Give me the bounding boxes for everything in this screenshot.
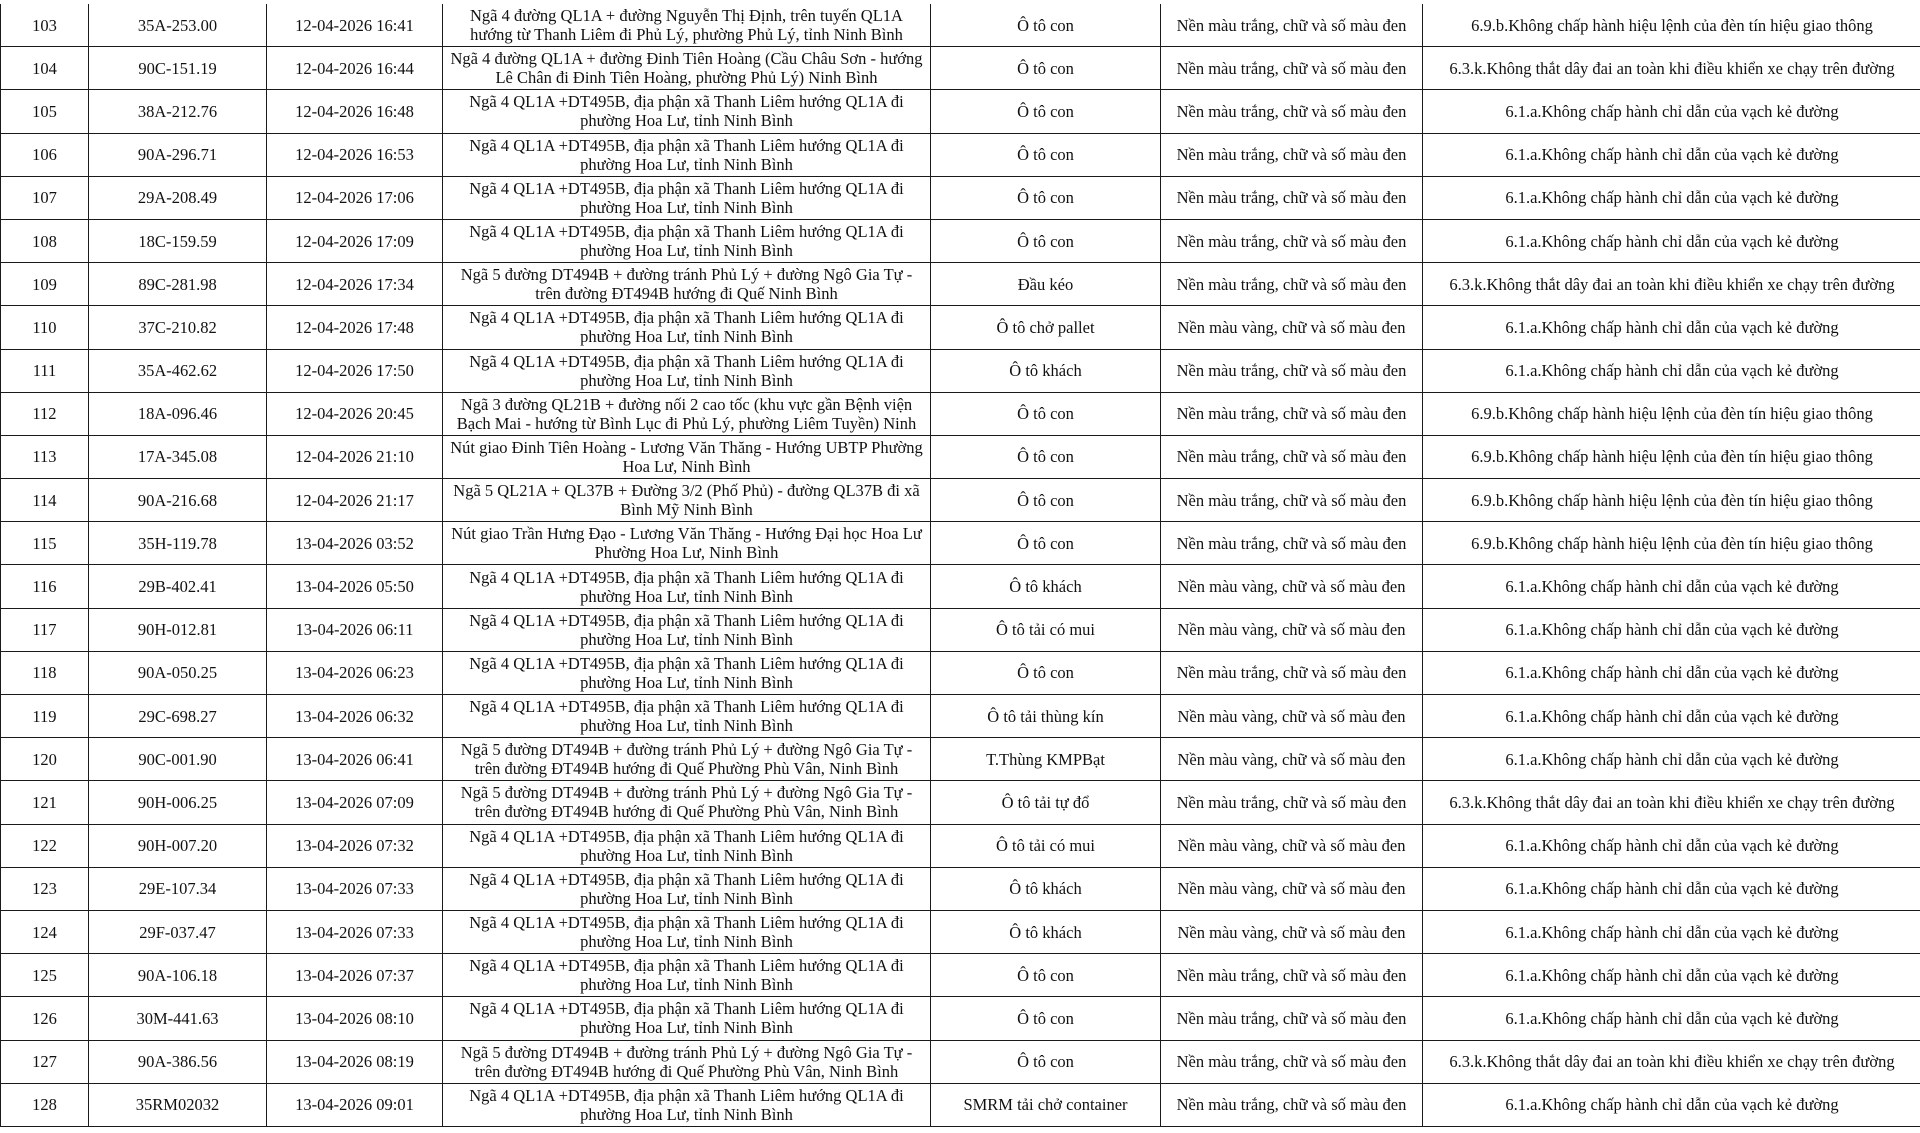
cell-location: Ngã 3 đường QL21B + đường nối 2 cao tốc (khu vực gần Bệnh viện Bạch Mai - hướng từ Bình Lục đi Phủ Lý, phường Liêm Tuyền) Ninh <box>443 392 931 435</box>
table-body <box>1 4 1920 1126</box>
cell-plate: 30M-441.63 <box>89 997 267 1040</box>
cell-stt: 107 <box>1 176 89 219</box>
table-row <box>1 824 1920 867</box>
cell-stt: 126 <box>1 997 89 1040</box>
cell-time: 13-04-2026 07:33 <box>267 910 443 953</box>
cell-stt: 111 <box>1 349 89 392</box>
cell-violation: 6.3.k.Không thắt dây đai an toàn khi điều khiển xe chạy trên đường <box>1423 263 1920 306</box>
table-row <box>1 651 1920 694</box>
cell-violation: 6.1.a.Không chấp hành chỉ dẫn của vạch kẻ đường <box>1423 954 1920 997</box>
cell-time: 12-04-2026 16:48 <box>267 90 443 133</box>
cell-time: 13-04-2026 06:11 <box>267 608 443 651</box>
table-row <box>1 997 1920 1040</box>
cell-plate-color: Nền màu trắng, chữ và số màu đen <box>1161 176 1423 219</box>
cell-time: 13-04-2026 09:01 <box>267 1083 443 1126</box>
cell-plate-color: Nền màu trắng, chữ và số màu đen <box>1161 1040 1423 1083</box>
cell-violation: 6.1.a.Không chấp hành chỉ dẫn của vạch kẻ đường <box>1423 133 1920 176</box>
cell-vehicle-type: Ô tô con <box>931 479 1161 522</box>
cell-location: Ngã 4 QL1A +DT495B, địa phận xã Thanh Liêm hướng QL1A đi phường Hoa Lư, tỉnh Ninh Bình <box>443 824 931 867</box>
cell-stt: 110 <box>1 306 89 349</box>
cell-stt: 124 <box>1 910 89 953</box>
table-row <box>1 133 1920 176</box>
cell-plate: 37C-210.82 <box>89 306 267 349</box>
table-row <box>1 4 1920 47</box>
cell-time: 12-04-2026 17:50 <box>267 349 443 392</box>
cell-plate-color: Nền màu trắng, chữ và số màu đen <box>1161 651 1423 694</box>
cell-vehicle-type: Ô tô con <box>931 997 1161 1040</box>
cell-vehicle-type: Ô tô con <box>931 1040 1161 1083</box>
cell-time: 13-04-2026 07:32 <box>267 824 443 867</box>
table-row <box>1 219 1920 262</box>
table-row <box>1 1083 1920 1126</box>
cell-time: 12-04-2026 20:45 <box>267 392 443 435</box>
cell-location: Ngã 4 QL1A +DT495B, địa phận xã Thanh Liêm hướng QL1A đi phường Hoa Lư, tỉnh Ninh Bình <box>443 90 931 133</box>
cell-violation: 6.1.a.Không chấp hành chỉ dẫn của vạch kẻ đường <box>1423 651 1920 694</box>
cell-violation: 6.1.a.Không chấp hành chỉ dẫn của vạch kẻ đường <box>1423 176 1920 219</box>
cell-plate: 35A-462.62 <box>89 349 267 392</box>
table-row <box>1 781 1920 824</box>
cell-stt: 128 <box>1 1083 89 1126</box>
cell-violation: 6.1.a.Không chấp hành chỉ dẫn của vạch kẻ đường <box>1423 695 1920 738</box>
cell-vehicle-type: Ô tô khách <box>931 349 1161 392</box>
cell-plate-color: Nền màu trắng, chữ và số màu đen <box>1161 1083 1423 1126</box>
cell-stt: 125 <box>1 954 89 997</box>
cell-plate: 38A-212.76 <box>89 90 267 133</box>
cell-location: Ngã 4 QL1A +DT495B, địa phận xã Thanh Liêm hướng QL1A đi phường Hoa Lư, tỉnh Ninh Bình <box>443 954 931 997</box>
cell-time: 13-04-2026 06:32 <box>267 695 443 738</box>
cell-stt: 122 <box>1 824 89 867</box>
cell-plate-color: Nền màu vàng, chữ và số màu đen <box>1161 695 1423 738</box>
cell-stt: 117 <box>1 608 89 651</box>
cell-vehicle-type: Ô tô con <box>931 522 1161 565</box>
cell-time: 12-04-2026 21:17 <box>267 479 443 522</box>
cell-vehicle-type: Ô tô con <box>931 90 1161 133</box>
cell-violation: 6.1.a.Không chấp hành chỉ dẫn của vạch kẻ đường <box>1423 997 1920 1040</box>
cell-plate-color: Nền màu trắng, chữ và số màu đen <box>1161 263 1423 306</box>
cell-stt: 109 <box>1 263 89 306</box>
cell-violation: 6.9.b.Không chấp hành hiệu lệnh của đèn tín hiệu giao thông <box>1423 435 1920 478</box>
cell-plate-color: Nền màu trắng, chữ và số màu đen <box>1161 219 1423 262</box>
cell-vehicle-type: Ô tô con <box>931 392 1161 435</box>
cell-plate-color: Nền màu vàng, chữ và số màu đen <box>1161 565 1423 608</box>
cell-plate: 35H-119.78 <box>89 522 267 565</box>
cell-time: 13-04-2026 07:33 <box>267 867 443 910</box>
cell-plate-color: Nền màu trắng, chữ và số màu đen <box>1161 349 1423 392</box>
cell-stt: 116 <box>1 565 89 608</box>
cell-plate-color: Nền màu trắng, chữ và số màu đen <box>1161 479 1423 522</box>
cell-time: 13-04-2026 08:19 <box>267 1040 443 1083</box>
cell-plate: 90H-006.25 <box>89 781 267 824</box>
cell-time: 12-04-2026 17:48 <box>267 306 443 349</box>
table-row <box>1 565 1920 608</box>
cell-location: Ngã 4 QL1A +DT495B, địa phận xã Thanh Liêm hướng QL1A đi phường Hoa Lư, tỉnh Ninh Bình <box>443 910 931 953</box>
cell-plate-color: Nền màu vàng, chữ và số màu đen <box>1161 867 1423 910</box>
cell-stt: 115 <box>1 522 89 565</box>
cell-time: 12-04-2026 17:06 <box>267 176 443 219</box>
cell-time: 13-04-2026 07:37 <box>267 954 443 997</box>
cell-plate-color: Nền màu trắng, chữ và số màu đen <box>1161 133 1423 176</box>
cell-plate-color: Nền màu trắng, chữ và số màu đen <box>1161 435 1423 478</box>
cell-stt: 123 <box>1 867 89 910</box>
cell-violation: 6.9.b.Không chấp hành hiệu lệnh của đèn tín hiệu giao thông <box>1423 479 1920 522</box>
cell-plate: 29A-208.49 <box>89 176 267 219</box>
cell-violation: 6.9.b.Không chấp hành hiệu lệnh của đèn tín hiệu giao thông <box>1423 522 1920 565</box>
cell-plate: 18A-096.46 <box>89 392 267 435</box>
cell-plate: 90C-151.19 <box>89 47 267 90</box>
cell-plate: 29B-402.41 <box>89 565 267 608</box>
cell-plate-color: Nền màu vàng, chữ và số màu đen <box>1161 608 1423 651</box>
cell-vehicle-type: Ô tô con <box>931 219 1161 262</box>
cell-plate: 90A-216.68 <box>89 479 267 522</box>
cell-plate: 90H-007.20 <box>89 824 267 867</box>
cell-location: Ngã 5 đường DT494B + đường tránh Phủ Lý + đường Ngô Gia Tự - trên đường ĐT494B hướng đi Quế Phường Phù Vân, Ninh Bình <box>443 738 931 781</box>
cell-plate: 90H-012.81 <box>89 608 267 651</box>
cell-plate: 17A-345.08 <box>89 435 267 478</box>
cell-stt: 114 <box>1 479 89 522</box>
cell-plate: 18C-159.59 <box>89 219 267 262</box>
cell-stt: 106 <box>1 133 89 176</box>
cell-violation: 6.1.a.Không chấp hành chỉ dẫn của vạch kẻ đường <box>1423 738 1920 781</box>
cell-vehicle-type: Ô tô tải thùng kín <box>931 695 1161 738</box>
cell-vehicle-type: Ô tô con <box>931 176 1161 219</box>
cell-violation: 6.1.a.Không chấp hành chỉ dẫn của vạch kẻ đường <box>1423 824 1920 867</box>
table-row <box>1 479 1920 522</box>
cell-violation: 6.3.k.Không thắt dây đai an toàn khi điều khiển xe chạy trên đường <box>1423 1040 1920 1083</box>
cell-plate: 90A-050.25 <box>89 651 267 694</box>
cell-location: Ngã 4 QL1A +DT495B, địa phận xã Thanh Liêm hướng QL1A đi phường Hoa Lư, tỉnh Ninh Bình <box>443 565 931 608</box>
cell-location: Ngã 5 QL21A + QL37B + Đường 3/2 (Phố Phủ) - đường QL37B đi xã Bình Mỹ Ninh Bình <box>443 479 931 522</box>
cell-plate: 90A-386.56 <box>89 1040 267 1083</box>
table-row <box>1 392 1920 435</box>
cell-stt: 112 <box>1 392 89 435</box>
cell-plate: 29E-107.34 <box>89 867 267 910</box>
table-row <box>1 176 1920 219</box>
cell-time: 13-04-2026 07:09 <box>267 781 443 824</box>
cell-location: Ngã 4 QL1A +DT495B, địa phận xã Thanh Liêm hướng QL1A đi phường Hoa Lư, tỉnh Ninh Bình <box>443 651 931 694</box>
table-row <box>1 910 1920 953</box>
cell-location: Ngã 4 QL1A +DT495B, địa phận xã Thanh Liêm hướng QL1A đi phường Hoa Lư, tỉnh Ninh Bình <box>443 867 931 910</box>
cell-vehicle-type: SMRM tải chở container <box>931 1083 1161 1126</box>
cell-vehicle-type: Ô tô tải có mui <box>931 824 1161 867</box>
table-row <box>1 1040 1920 1083</box>
cell-plate-color: Nền màu vàng, chữ và số màu đen <box>1161 824 1423 867</box>
cell-vehicle-type: Ô tô con <box>931 651 1161 694</box>
cell-stt: 121 <box>1 781 89 824</box>
table-row <box>1 47 1920 90</box>
cell-location: Ngã 5 đường DT494B + đường tránh Phủ Lý + đường Ngô Gia Tự - trên đường ĐT494B hướng đi Quế Ninh Bình <box>443 263 931 306</box>
cell-time: 12-04-2026 16:44 <box>267 47 443 90</box>
cell-plate: 90A-296.71 <box>89 133 267 176</box>
cell-location: Ngã 4 QL1A +DT495B, địa phận xã Thanh Liêm hướng QL1A đi phường Hoa Lư, tỉnh Ninh Bình <box>443 219 931 262</box>
cell-location: Ngã 5 đường DT494B + đường tránh Phủ Lý + đường Ngô Gia Tự - trên đường ĐT494B hướng đi Quế Phường Phù Vân, Ninh Bình <box>443 1040 931 1083</box>
cell-location: Ngã 5 đường DT494B + đường tránh Phủ Lý + đường Ngô Gia Tự - trên đường ĐT494B hướng đi Quế Phường Phù Vân, Ninh Bình <box>443 781 931 824</box>
cell-location: Ngã 4 QL1A +DT495B, địa phận xã Thanh Liêm hướng QL1A đi phường Hoa Lư, tỉnh Ninh Bình <box>443 695 931 738</box>
cell-violation: 6.1.a.Không chấp hành chỉ dẫn của vạch kẻ đường <box>1423 565 1920 608</box>
cell-vehicle-type: Ô tô chở pallet <box>931 306 1161 349</box>
cell-violation: 6.1.a.Không chấp hành chỉ dẫn của vạch kẻ đường <box>1423 90 1920 133</box>
cell-vehicle-type: Ô tô con <box>931 133 1161 176</box>
cell-location: Ngã 4 đường QL1A + đường Đinh Tiên Hoàng (Cầu Châu Sơn - hướng Lê Chân đi Đinh Tiên Hoàng, phường Phủ Lý) Ninh Bình <box>443 47 931 90</box>
cell-violation: 6.9.b.Không chấp hành hiệu lệnh của đèn tín hiệu giao thông <box>1423 4 1920 47</box>
cell-time: 12-04-2026 17:09 <box>267 219 443 262</box>
cell-vehicle-type: Ô tô khách <box>931 867 1161 910</box>
table-row <box>1 695 1920 738</box>
cell-time: 13-04-2026 05:50 <box>267 565 443 608</box>
table-row <box>1 263 1920 306</box>
cell-location: Ngã 4 QL1A +DT495B, địa phận xã Thanh Liêm hướng QL1A đi phường Hoa Lư, tỉnh Ninh Bình <box>443 133 931 176</box>
cell-violation: 6.1.a.Không chấp hành chỉ dẫn của vạch kẻ đường <box>1423 867 1920 910</box>
cell-time: 13-04-2026 06:23 <box>267 651 443 694</box>
cell-stt: 103 <box>1 4 89 47</box>
cell-location: Ngã 4 QL1A +DT495B, địa phận xã Thanh Liêm hướng QL1A đi phường Hoa Lư, tỉnh Ninh Bình <box>443 608 931 651</box>
cell-stt: 120 <box>1 738 89 781</box>
cell-time: 12-04-2026 16:53 <box>267 133 443 176</box>
cell-violation: 6.1.a.Không chấp hành chỉ dẫn của vạch kẻ đường <box>1423 306 1920 349</box>
cell-plate: 29C-698.27 <box>89 695 267 738</box>
cell-plate-color: Nền màu trắng, chữ và số màu đen <box>1161 392 1423 435</box>
cell-violation: 6.3.k.Không thắt dây đai an toàn khi điều khiển xe chạy trên đường <box>1423 47 1920 90</box>
cell-location: Ngã 4 QL1A +DT495B, địa phận xã Thanh Liêm hướng QL1A đi phường Hoa Lư, tỉnh Ninh Bình <box>443 176 931 219</box>
cell-plate: 29F-037.47 <box>89 910 267 953</box>
cell-location: Ngã 4 QL1A +DT495B, địa phận xã Thanh Liêm hướng QL1A đi phường Hoa Lư, tỉnh Ninh Bình <box>443 1083 931 1126</box>
cell-plate: 89C-281.98 <box>89 263 267 306</box>
cell-plate: 35RM02032 <box>89 1083 267 1126</box>
table-row <box>1 349 1920 392</box>
cell-stt: 105 <box>1 90 89 133</box>
cell-location: Nút giao Đinh Tiên Hoàng - Lương Văn Thăng - Hướng UBTP Phường Hoa Lư, Ninh Bình <box>443 435 931 478</box>
cell-vehicle-type: Ô tô con <box>931 435 1161 478</box>
cell-stt: 113 <box>1 435 89 478</box>
cell-violation: 6.1.a.Không chấp hành chỉ dẫn của vạch kẻ đường <box>1423 910 1920 953</box>
table-row <box>1 608 1920 651</box>
cell-plate: 90C-001.90 <box>89 738 267 781</box>
cell-vehicle-type: Ô tô khách <box>931 565 1161 608</box>
cell-vehicle-type: Đầu kéo <box>931 263 1161 306</box>
cell-plate-color: Nền màu trắng, chữ và số màu đen <box>1161 781 1423 824</box>
cell-plate-color: Nền màu trắng, chữ và số màu đen <box>1161 90 1423 133</box>
table-row <box>1 738 1920 781</box>
cell-vehicle-type: Ô tô khách <box>931 910 1161 953</box>
cell-plate-color: Nền màu trắng, chữ và số màu đen <box>1161 522 1423 565</box>
table-row <box>1 954 1920 997</box>
cell-time: 12-04-2026 21:10 <box>267 435 443 478</box>
cell-violation: 6.1.a.Không chấp hành chỉ dẫn của vạch kẻ đường <box>1423 608 1920 651</box>
cell-location: Ngã 4 QL1A +DT495B, địa phận xã Thanh Liêm hướng QL1A đi phường Hoa Lư, tỉnh Ninh Bình <box>443 349 931 392</box>
cell-vehicle-type: Ô tô tải tự đổ <box>931 781 1161 824</box>
cell-time: 13-04-2026 03:52 <box>267 522 443 565</box>
cell-time: 13-04-2026 08:10 <box>267 997 443 1040</box>
table-row <box>1 90 1920 133</box>
cell-violation: 6.1.a.Không chấp hành chỉ dẫn của vạch kẻ đường <box>1423 349 1920 392</box>
cell-location: Ngã 4 QL1A +DT495B, địa phận xã Thanh Liêm hướng QL1A đi phường Hoa Lư, tỉnh Ninh Bình <box>443 306 931 349</box>
cell-plate-color: Nền màu vàng, chữ và số màu đen <box>1161 306 1423 349</box>
table-row <box>1 435 1920 478</box>
cell-plate-color: Nền màu trắng, chữ và số màu đen <box>1161 4 1423 47</box>
cell-location: Ngã 4 đường QL1A + đường Nguyễn Thị Định, trên tuyến QL1A hướng từ Thanh Liêm đi Phủ Lý, phường Phủ Lý, tỉnh Ninh Bình <box>443 4 931 47</box>
cell-location: Nút giao Trần Hưng Đạo - Lương Văn Thăng - Hướng Đại học Hoa Lư Phường Hoa Lư, Ninh Bình <box>443 522 931 565</box>
table-row <box>1 867 1920 910</box>
table-row <box>1 306 1920 349</box>
violations-table <box>0 4 1920 1127</box>
cell-vehicle-type: Ô tô con <box>931 47 1161 90</box>
cell-plate: 35A-253.00 <box>89 4 267 47</box>
cell-vehicle-type: Ô tô tải có mui <box>931 608 1161 651</box>
cell-stt: 108 <box>1 219 89 262</box>
cell-plate-color: Nền màu trắng, chữ và số màu đen <box>1161 47 1423 90</box>
cell-violation: 6.1.a.Không chấp hành chỉ dẫn của vạch kẻ đường <box>1423 219 1920 262</box>
cell-violation: 6.3.k.Không thắt dây đai an toàn khi điều khiển xe chạy trên đường <box>1423 781 1920 824</box>
cell-time: 13-04-2026 06:41 <box>267 738 443 781</box>
cell-plate-color: Nền màu trắng, chữ và số màu đen <box>1161 954 1423 997</box>
table-row <box>1 522 1920 565</box>
cell-stt: 104 <box>1 47 89 90</box>
cell-plate: 90A-106.18 <box>89 954 267 997</box>
cell-plate-color: Nền màu vàng, chữ và số màu đen <box>1161 910 1423 953</box>
cell-location: Ngã 4 QL1A +DT495B, địa phận xã Thanh Liêm hướng QL1A đi phường Hoa Lư, tỉnh Ninh Bình <box>443 997 931 1040</box>
cell-stt: 127 <box>1 1040 89 1083</box>
cell-violation: 6.1.a.Không chấp hành chỉ dẫn của vạch kẻ đường <box>1423 1083 1920 1126</box>
cell-plate-color: Nền màu trắng, chữ và số màu đen <box>1161 997 1423 1040</box>
cell-violation: 6.9.b.Không chấp hành hiệu lệnh của đèn tín hiệu giao thông <box>1423 392 1920 435</box>
cell-vehicle-type: Ô tô con <box>931 4 1161 47</box>
cell-vehicle-type: T.Thùng KMPBạt <box>931 738 1161 781</box>
cell-stt: 119 <box>1 695 89 738</box>
cell-stt: 118 <box>1 651 89 694</box>
cell-vehicle-type: Ô tô con <box>931 954 1161 997</box>
cell-time: 12-04-2026 16:41 <box>267 4 443 47</box>
cell-plate-color: Nền màu vàng, chữ và số màu đen <box>1161 738 1423 781</box>
cell-time: 12-04-2026 17:34 <box>267 263 443 306</box>
